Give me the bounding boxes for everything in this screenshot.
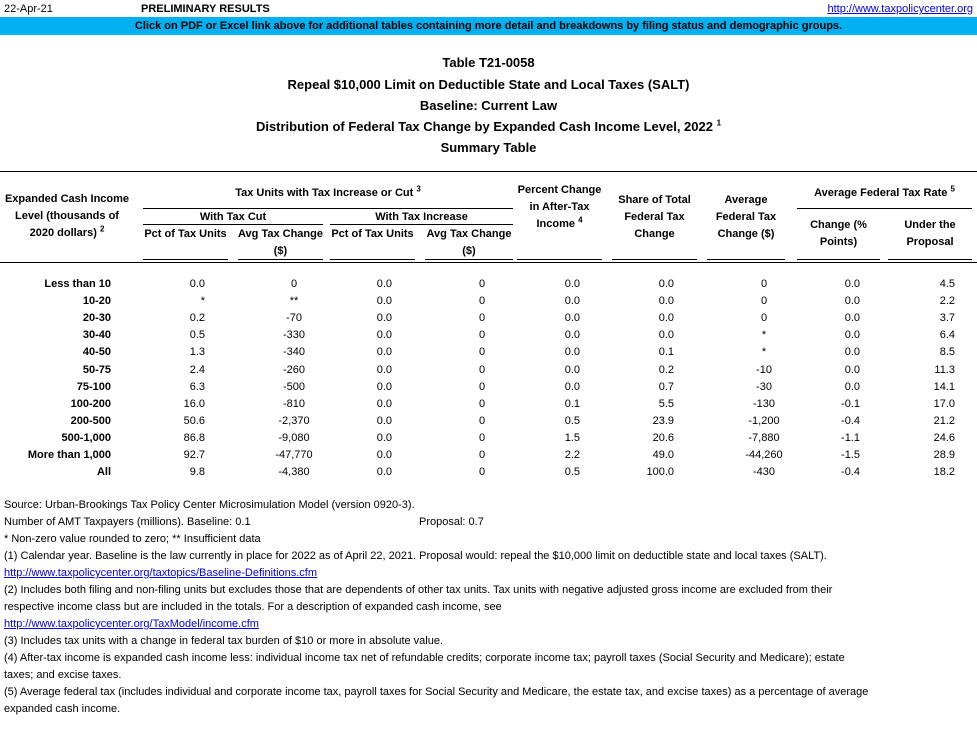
cell-label: 100-200 — [70, 397, 111, 410]
cell-rate: 4.5 — [939, 278, 955, 290]
cell-cut-avg: -9,080 — [278, 431, 310, 444]
info-banner: Click on PDF or Excel link above for additional tables containing more detail and breakdowns by filing status and demographic groups. — [0, 17, 977, 35]
cell-avg-change: -44,260 — [745, 449, 783, 461]
cell-pct-change: 2.2 — [564, 449, 580, 461]
cell-cut-pct: 1.3 — [189, 346, 205, 359]
cell-cut-avg: -4,380 — [278, 466, 310, 479]
cell-avg-change: * — [761, 346, 767, 359]
cell-label: 50-75 — [82, 363, 111, 376]
with-tax-increase-header: With Tax Increase — [375, 211, 468, 223]
cell-rate-change: 0.0 — [844, 346, 860, 359]
summary-title: Summary Table — [440, 140, 537, 155]
cell-rate-change: 0.0 — [844, 329, 860, 342]
cell-rate: 17.0 — [933, 397, 955, 410]
cell-cut-pct: 2.4 — [189, 363, 205, 376]
cell-cut-pct: 92.7 — [183, 449, 205, 461]
footnote-4b: taxes; and excise taxes. — [4, 669, 122, 681]
cell-pct-change: 0.0 — [564, 329, 580, 342]
footnote-5a: (5) Average federal tax (includes individual and corporate income tax, payroll taxes for Social Security and Medicare, the estate tax, and excise taxes) as a percentage of average — [4, 686, 869, 698]
cell-cut-avg: -70 — [286, 312, 302, 325]
cell-cut-avg: -810 — [282, 397, 306, 410]
income-definition-link[interactable]: http://www.taxpolicycenter.org/TaxModel/income.cfm — [4, 618, 259, 630]
cell-inc-avg: 0 — [478, 466, 486, 479]
cell-share: 49.0 — [652, 449, 674, 461]
cell-inc-avg: 0 — [478, 449, 486, 461]
income-level-header: Expanded Cash Income Level (thousands of 2020 dollars) $^2$ — [4, 193, 130, 239]
cell-inc-avg: 0 — [478, 312, 486, 325]
cell-rate-change: -0.1 — [841, 397, 860, 410]
cell-avg-change: -7,880 — [748, 431, 780, 444]
cell-inc-avg: 0 — [478, 329, 486, 342]
cell-cut-pct: 16.0 — [183, 397, 205, 410]
cell-rate: 6.4 — [939, 329, 955, 342]
rate-change-header: Change (% Points) — [810, 219, 867, 248]
share-total-header: Share of Total Federal Tax Change — [618, 194, 691, 240]
footnote-1: (1) Calendar year. Baseline is the law currently in place for 2022 as of April 22, 2021. Proposal would: repeal the $10,000 limit on deductible state and local taxes (SALT). — [4, 550, 827, 562]
cell-pct-change: 0.0 — [564, 380, 580, 393]
source-note: Source: Urban-Brookings Tax Policy Center Microsimulation Model (version 0920-3). — [4, 499, 415, 511]
cell-avg-change: * — [761, 329, 767, 342]
cell-share: 0.1 — [658, 346, 674, 359]
tpc-home-link[interactable]: http://www.taxpolicycenter.org — [827, 3, 973, 15]
table-id: Table T21-0058 — [442, 55, 535, 70]
cell-avg-change: 0 — [760, 295, 768, 308]
cell-pct-change: 0.5 — [564, 414, 580, 427]
col-underline — [612, 259, 697, 260]
cell-inc-pct: 0.0 — [376, 380, 392, 393]
cell-inc-pct: 0.0 — [376, 295, 392, 308]
cut-pct-header: Pct of Tax Units — [144, 228, 227, 240]
cell-cut-avg: -340 — [282, 346, 306, 359]
col-underline — [888, 259, 972, 260]
cell-cut-avg: -500 — [282, 380, 306, 393]
cell-label: 75-100 — [76, 380, 111, 393]
cell-rate: 14.1 — [933, 380, 955, 393]
cell-label: 10-20 — [82, 295, 111, 308]
footnote-2a: (2) Includes both filing and non-filing units but excludes those that are dependents of other tax units. Tax units with negative adjusted gross income are excluded from their — [4, 584, 833, 596]
cell-cut-avg: 0 — [290, 278, 298, 290]
pct-change-after-tax-header: Percent Change in After-Tax Income $^4$ — [517, 184, 602, 230]
cell-cut-avg: -330 — [282, 329, 306, 342]
cell-cut-avg: -47,770 — [275, 449, 313, 461]
report-date: 22-Apr-21 — [4, 3, 53, 15]
cell-rate: 24.6 — [933, 431, 955, 444]
footnote-3: (3) Includes tax units with a change in federal tax burden of $10 or more in absolute value. — [4, 635, 444, 647]
cell-inc-avg: 0 — [478, 278, 486, 290]
cell-label: 30-40 — [82, 329, 111, 342]
cell-pct-change: 0.0 — [564, 363, 580, 376]
cell-inc-avg: 0 — [478, 346, 486, 359]
cell-avg-change: -1,200 — [748, 414, 780, 427]
cell-label: 500-1,000 — [61, 431, 111, 444]
cell-rate-change: -0.4 — [841, 414, 860, 427]
cell-share: 5.5 — [658, 397, 674, 410]
with-tax-cut-header: With Tax Cut — [199, 211, 267, 223]
cell-inc-pct: 0.0 — [376, 449, 392, 461]
cell-pct-change: 1.5 — [564, 431, 580, 444]
avg-federal-tax-change-header: Average Federal Tax Change ($) — [715, 194, 777, 240]
cell-avg-change: -430 — [752, 466, 776, 479]
cell-avg-change: -10 — [756, 363, 772, 376]
footnote-4a: (4) After-tax income is expanded cash income less: individual income tax net of refundable credits; corporate income tax; payroll taxes (Social Security and Medicare); estate — [4, 652, 845, 664]
col-underline — [330, 259, 415, 260]
table-header-rule — [0, 262, 977, 263]
cell-label: 40-50 — [82, 346, 111, 359]
col-underline — [707, 259, 785, 260]
footnote-2b: respective income class but are included in the totals. For a description of expanded cash income, see — [4, 601, 502, 613]
cell-pct-change: 0.0 — [564, 278, 580, 290]
cut-avg-header: Avg Tax Change ($) — [238, 228, 323, 257]
cell-avg-change: -130 — [752, 397, 776, 410]
cell-cut-pct: * — [200, 295, 205, 308]
cell-rate: 8.5 — [939, 346, 955, 359]
cell-rate: 28.9 — [933, 449, 955, 461]
cell-share: 0.0 — [658, 312, 674, 325]
cell-share: 0.2 — [658, 363, 674, 376]
cell-rate: 2.2 — [939, 295, 955, 308]
cell-inc-pct: 0.0 — [376, 312, 392, 325]
cell-cut-pct: 0.2 — [189, 312, 205, 325]
cell-share: 0.0 — [658, 329, 674, 342]
cell-share: 23.9 — [652, 414, 674, 427]
cell-label: 200-500 — [70, 414, 111, 427]
cell-label: More than 1,000 — [27, 449, 111, 461]
cell-cut-avg: -2,370 — [278, 414, 310, 427]
cell-rate-change: -1.1 — [841, 431, 860, 444]
inc-avg-header: Avg Tax Change ($) — [426, 228, 512, 257]
baseline-title: Baseline: Current Law — [419, 98, 558, 113]
cell-rate-change: -1.5 — [841, 449, 860, 461]
cell-avg-change: 0 — [760, 278, 768, 290]
cell-pct-change: 0.0 — [564, 312, 580, 325]
baseline-definitions-link[interactable]: http://www.taxpolicycenter.org/taxtopics/Baseline-Definitions.cfm — [4, 567, 318, 579]
cell-avg-change: -30 — [756, 380, 772, 393]
cell-inc-pct: 0.0 — [376, 346, 392, 359]
cell-share: 20.6 — [652, 431, 674, 444]
cell-inc-avg: 0 — [478, 431, 486, 444]
cell-pct-change: 0.0 — [564, 346, 580, 359]
cell-rate-change: -0.4 — [841, 466, 860, 479]
col-underline — [517, 259, 602, 260]
tax-units-header: Tax Units with Tax Increase or Cut $^3$ — [235, 184, 421, 199]
cell-label: Less than 10 — [44, 278, 111, 290]
cell-inc-pct: 0.0 — [376, 397, 392, 410]
footnote-5b: expanded cash income. — [4, 703, 121, 715]
cell-inc-avg: 0 — [478, 295, 486, 308]
cell-pct-change: 0.1 — [564, 397, 580, 410]
cell-rate-change: 0.0 — [844, 295, 860, 308]
cell-cut-avg: -260 — [282, 363, 306, 376]
cell-inc-pct: 0.0 — [376, 329, 392, 342]
cell-label: 20-30 — [82, 312, 111, 325]
preliminary-label: PRELIMINARY RESULTS — [141, 3, 270, 15]
cell-pct-change: 0.5 — [564, 466, 580, 479]
footnote-marker: 1 — [716, 118, 722, 128]
distribution-title: Distribution of Federal Tax Change by Expanded Cash Income Level, 2022 $^1$ — [255, 118, 722, 134]
cell-rate-change: 0.0 — [844, 312, 860, 325]
cell-inc-avg: 0 — [478, 380, 486, 393]
cell-inc-pct: 0.0 — [376, 363, 392, 376]
cell-rate: 3.7 — [939, 312, 955, 325]
cell-cut-pct: 86.8 — [183, 431, 205, 444]
cell-share: 0.0 — [658, 278, 674, 290]
cell-cut-avg: ** — [289, 295, 299, 308]
col-underline — [143, 259, 228, 260]
cell-cut-pct: 6.3 — [189, 380, 205, 393]
cell-rate: 21.2 — [933, 414, 955, 427]
cell-pct-change: 0.0 — [564, 295, 580, 308]
cell-inc-avg: 0 — [478, 414, 486, 427]
amt-baseline-note: Number of AMT Taxpayers (millions). Baseline: 0.1 — [4, 516, 251, 528]
table-subject: Repeal $10,000 Limit on Deductible State and Local Taxes (SALT) — [287, 77, 690, 92]
cell-cut-pct: 50.6 — [183, 414, 205, 427]
cell-inc-pct: 0.0 — [376, 414, 392, 427]
cell-share: 0.7 — [658, 380, 674, 393]
cell-avg-change: 0 — [760, 312, 768, 325]
cell-inc-pct: 0.0 — [376, 431, 392, 444]
col-underline — [797, 259, 880, 260]
cell-rate-change: 0.0 — [844, 278, 860, 290]
asterisk-note: * Non-zero value rounded to zero; ** Insufficient data — [4, 533, 261, 545]
cell-rate-change: 0.0 — [844, 380, 860, 393]
cell-label: All — [96, 466, 111, 479]
cell-inc-avg: 0 — [478, 363, 486, 376]
cell-cut-pct: 9.8 — [189, 466, 205, 479]
inc-pct-header: Pct of Tax Units — [331, 228, 414, 240]
cell-rate: 11.3 — [934, 363, 955, 376]
cell-inc-pct: 0.0 — [376, 278, 392, 290]
amt-proposal-note: Proposal: 0.7 — [419, 516, 484, 528]
under-proposal-header: Under the Proposal — [904, 219, 956, 248]
cell-share: 100.0 — [646, 466, 674, 479]
cell-rate-change: 0.0 — [844, 363, 860, 376]
cell-share: 0.0 — [658, 295, 674, 308]
cell-cut-pct: 0.0 — [189, 278, 205, 290]
cell-cut-pct: 0.5 — [189, 329, 205, 342]
cell-inc-pct: 0.0 — [376, 466, 392, 479]
rate-group-underline — [797, 208, 972, 209]
cell-inc-avg: 0 — [478, 397, 486, 410]
table-top-rule — [0, 171, 977, 172]
cell-rate: 18.2 — [933, 466, 955, 479]
avg-rate-group-header: Average Federal Tax Rate $^5$ — [814, 184, 955, 199]
